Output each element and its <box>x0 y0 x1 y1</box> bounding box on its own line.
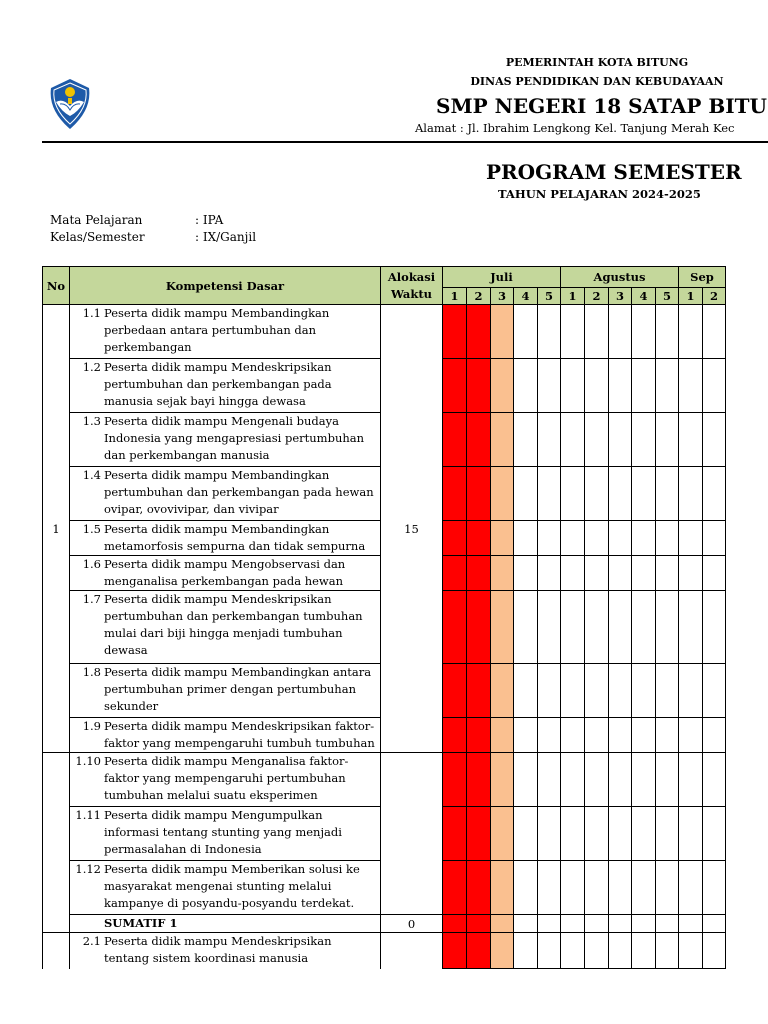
schedule-cell <box>561 413 585 467</box>
schedule-cell <box>679 933 703 969</box>
kd-number: 1.3 <box>82 414 101 428</box>
schedule-cell <box>514 718 538 753</box>
schedule-cell-peach <box>491 718 514 753</box>
schedule-cell <box>609 591 632 664</box>
schedule-cell <box>514 591 538 664</box>
schedule-cell-red <box>467 556 491 591</box>
schedule-cell-red <box>467 664 491 718</box>
header-alokasi: Alokasi <box>387 269 436 284</box>
kd-text: Peserta didik mampu Mendeskripsikan faktor-faktor yang mempengaruhi tumbuh tumbuhan <box>104 719 375 750</box>
month-agustus: Agustus <box>561 267 679 288</box>
schedule-cell-red <box>467 807 491 861</box>
schedule-cell <box>703 591 726 664</box>
kd-number: 1.10 <box>75 754 101 768</box>
schedule-cell <box>561 664 585 718</box>
schedule-cell <box>514 861 538 915</box>
header-divider <box>42 141 768 143</box>
schedule-cell <box>514 521 538 556</box>
kompetensi-dasar-cell <box>70 521 381 556</box>
header-alokasi-waktu <box>381 267 443 305</box>
schedule-cell <box>703 861 726 915</box>
schedule-cell <box>514 556 538 591</box>
schedule-cell <box>609 718 632 753</box>
schedule-cell <box>538 591 561 664</box>
schedule-cell <box>585 591 609 664</box>
kompetensi-dasar-cell <box>70 467 381 521</box>
schedule-cell <box>585 467 609 521</box>
header-waktu: Waktu <box>390 286 432 301</box>
schedule-cell <box>585 933 609 969</box>
kd-number: 1.7 <box>82 592 101 606</box>
schedule-cell <box>561 861 585 915</box>
schedule-cell <box>514 359 538 413</box>
group-allocation-empty <box>381 933 443 969</box>
schedule-cell-red <box>467 305 491 359</box>
schedule-cell-red <box>467 359 491 413</box>
schedule-cell <box>514 305 538 359</box>
schedule-cell <box>585 413 609 467</box>
kd-number: 2.1 <box>82 934 101 948</box>
group-number-empty <box>43 933 70 969</box>
schedule-cell-red <box>467 753 491 807</box>
schedule-cell <box>632 861 656 915</box>
schedule-cell <box>538 521 561 556</box>
kompetensi-dasar-cell <box>70 591 381 664</box>
academic-year: TAHUN PELAJARAN 2024-2025 <box>498 187 701 201</box>
schedule-cell-peach <box>491 413 514 467</box>
sumatif-label: SUMATIF 1 <box>70 915 381 933</box>
schedule-cell <box>514 413 538 467</box>
schedule-cell <box>538 915 561 933</box>
schedule-cell <box>538 718 561 753</box>
kd-text: Peserta didik mampu Membandingkan antara pertumbuhan primer dengan pertumbuhan sekunder <box>104 665 372 713</box>
group-allocation-empty <box>381 753 443 915</box>
class-value: : IX/Ganjil <box>195 230 257 244</box>
schedule-cell <box>703 521 726 556</box>
schedule-cell <box>561 556 585 591</box>
kd-number: 1.4 <box>82 468 101 482</box>
schedule-cell <box>632 413 656 467</box>
schedule-cell-peach <box>491 305 514 359</box>
schedule-cell <box>679 718 703 753</box>
schedule-cell <box>632 718 656 753</box>
schedule-cell <box>609 521 632 556</box>
week-header: 4 <box>514 288 538 305</box>
schedule-cell <box>656 807 679 861</box>
schedule-cell <box>703 753 726 807</box>
schedule-cell <box>538 413 561 467</box>
kd-number: 1.2 <box>82 360 101 374</box>
schedule-cell <box>632 664 656 718</box>
schedule-cell <box>609 753 632 807</box>
class-label: Kelas/Semester <box>50 230 145 244</box>
schedule-cell <box>632 305 656 359</box>
schedule-cell <box>703 467 726 521</box>
schedule-cell-peach <box>491 861 514 915</box>
kd-text: Peserta didik mampu Menganalisa faktor-faktor yang mempengaruhi pertumbuhan tumbuhan melalui suatu eksperimen <box>104 754 349 802</box>
schedule-cell <box>679 359 703 413</box>
schedule-cell <box>561 467 585 521</box>
month-sep: Sep <box>679 267 726 288</box>
schedule-cell <box>585 807 609 861</box>
schedule-cell-red <box>467 718 491 753</box>
kompetensi-dasar-cell <box>70 753 381 807</box>
school-name: SMP NEGERI 18 SATAP BITU <box>436 94 767 118</box>
kd-text: Peserta didik mampu Mengumpulkan informasi tentang stunting yang menjadi permasalahan di Indonesia <box>104 808 342 856</box>
schedule-cell-red <box>443 807 467 861</box>
schedule-cell <box>632 556 656 591</box>
schedule-cell <box>585 718 609 753</box>
schedule-cell <box>585 915 609 933</box>
schedule-cell <box>514 664 538 718</box>
schedule-cell <box>656 305 679 359</box>
schedule-cell <box>585 521 609 556</box>
schedule-cell <box>609 933 632 969</box>
table-row <box>43 305 726 359</box>
kompetensi-dasar-cell <box>70 413 381 467</box>
kompetensi-dasar-cell <box>70 359 381 413</box>
schedule-cell <box>679 591 703 664</box>
schedule-cell <box>609 467 632 521</box>
kompetensi-dasar-cell <box>70 807 381 861</box>
week-header: 4 <box>632 288 656 305</box>
table-row <box>43 933 726 969</box>
kd-number: 1.8 <box>82 665 101 679</box>
schedule-cell-peach <box>491 467 514 521</box>
week-header: 1 <box>561 288 585 305</box>
schedule-cell <box>538 664 561 718</box>
week-header: 1 <box>679 288 703 305</box>
kd-number: 1.12 <box>75 862 101 876</box>
schedule-cell-red <box>443 359 467 413</box>
schedule-cell <box>656 467 679 521</box>
week-header: 2 <box>467 288 491 305</box>
schedule-cell <box>656 718 679 753</box>
schedule-cell <box>632 753 656 807</box>
schedule-cell <box>514 933 538 969</box>
schedule-cell <box>561 718 585 753</box>
schedule-cell <box>703 718 726 753</box>
kd-text: Peserta didik mampu Mengenali budaya Indonesia yang mengapresiasi pertumbuhan dan perkembangan manusia <box>104 414 365 462</box>
schedule-cell <box>514 753 538 807</box>
schedule-cell-red <box>443 861 467 915</box>
kompetensi-dasar-cell <box>70 305 381 359</box>
semester-program-table <box>42 266 726 969</box>
schedule-cell <box>585 753 609 807</box>
schedule-cell <box>679 413 703 467</box>
schedule-cell <box>609 413 632 467</box>
schedule-cell <box>632 521 656 556</box>
schedule-cell-red <box>467 933 491 969</box>
week-header: 5 <box>538 288 561 305</box>
header-kompetensi-dasar: Kompetensi Dasar <box>70 267 381 305</box>
schedule-cell-peach <box>491 915 514 933</box>
schedule-cell <box>538 556 561 591</box>
subject-value: : IPA <box>195 213 224 227</box>
week-header: 5 <box>656 288 679 305</box>
schedule-cell <box>703 664 726 718</box>
schedule-cell-peach <box>491 591 514 664</box>
schedule-cell-red <box>443 915 467 933</box>
schedule-cell <box>561 807 585 861</box>
schedule-cell <box>609 305 632 359</box>
schedule-cell <box>514 467 538 521</box>
schedule-cell <box>679 556 703 591</box>
schedule-cell <box>632 359 656 413</box>
sumatif-allocation: 0 <box>381 915 443 933</box>
schedule-cell <box>656 413 679 467</box>
kd-text: Peserta didik mampu Membandingkan pertumbuhan dan perkembangan pada hewan ovipar, ovovivipar, dan vivipar <box>104 468 374 516</box>
kd-number: 1.5 <box>82 522 101 536</box>
schedule-cell <box>679 664 703 718</box>
month-juli: Juli <box>443 267 561 288</box>
schedule-cell <box>538 467 561 521</box>
schedule-cell <box>561 753 585 807</box>
kd-number: 1.6 <box>82 557 101 571</box>
schedule-cell-peach <box>491 664 514 718</box>
schedule-cell <box>679 915 703 933</box>
kd-number: 1.9 <box>82 719 101 733</box>
schedule-cell <box>609 359 632 413</box>
schedule-cell <box>585 556 609 591</box>
schedule-cell-peach <box>491 807 514 861</box>
schedule-cell-peach <box>491 753 514 807</box>
schedule-cell-red <box>443 718 467 753</box>
schedule-cell-red <box>443 556 467 591</box>
schedule-cell <box>561 359 585 413</box>
kompetensi-dasar-cell <box>70 718 381 753</box>
header-no: No <box>43 267 70 305</box>
schedule-cell <box>561 521 585 556</box>
schedule-cell <box>632 807 656 861</box>
schedule-cell <box>656 861 679 915</box>
schedule-cell-red <box>467 591 491 664</box>
schedule-cell <box>679 861 703 915</box>
schedule-cell <box>585 664 609 718</box>
school-address: Alamat : Jl. Ibrahim Lengkong Kel. Tanjung Merah Kec <box>415 121 735 135</box>
schedule-cell-red <box>443 933 467 969</box>
kompetensi-dasar-cell <box>70 556 381 591</box>
schedule-cell <box>703 305 726 359</box>
schedule-cell-red <box>443 591 467 664</box>
group-number: 1 <box>43 305 70 753</box>
schedule-cell <box>679 521 703 556</box>
schedule-cell <box>561 591 585 664</box>
schedule-cell-peach <box>491 556 514 591</box>
schedule-cell <box>679 807 703 861</box>
schedule-cell <box>703 359 726 413</box>
schedule-cell <box>585 305 609 359</box>
schedule-cell <box>632 915 656 933</box>
week-header: 2 <box>585 288 609 305</box>
schedule-cell <box>538 359 561 413</box>
schedule-cell <box>703 933 726 969</box>
schedule-cell-red <box>443 305 467 359</box>
schedule-cell-red <box>467 413 491 467</box>
schedule-cell <box>656 359 679 413</box>
schedule-cell <box>656 591 679 664</box>
schedule-cell-red <box>443 467 467 521</box>
schedule-cell <box>679 305 703 359</box>
schedule-cell <box>632 591 656 664</box>
schedule-cell <box>561 915 585 933</box>
kd-text: Peserta didik mampu Mendeskripsikan pertumbuhan dan perkembangan pada manusia sejak bayi hingga dewasa <box>104 360 332 408</box>
schedule-cell <box>656 664 679 718</box>
schedule-cell-peach <box>491 359 514 413</box>
schedule-cell-red <box>467 467 491 521</box>
schedule-cell <box>703 413 726 467</box>
schedule-cell <box>679 753 703 807</box>
week-header: 3 <box>609 288 632 305</box>
schedule-cell-red <box>467 915 491 933</box>
schedule-cell <box>561 933 585 969</box>
schedule-cell <box>538 305 561 359</box>
week-header: 1 <box>443 288 467 305</box>
week-header: 2 <box>703 288 726 305</box>
week-header: 3 <box>491 288 514 305</box>
schedule-cell-red <box>443 753 467 807</box>
kd-text: Peserta didik mampu Membandingkan metamorfosis sempurna dan tidak sempurna <box>104 522 366 553</box>
kd-text: Peserta didik mampu Mengobservasi dan menganalisa perkembangan pada hewan <box>104 557 346 588</box>
schedule-cell <box>514 807 538 861</box>
schedule-cell-red <box>467 861 491 915</box>
government-name: PEMERINTAH KOTA BITUNG <box>505 56 689 69</box>
schedule-cell <box>632 467 656 521</box>
schedule-cell-red <box>467 521 491 556</box>
schedule-cell <box>514 915 538 933</box>
sumatif-row <box>43 915 726 933</box>
schedule-cell <box>656 521 679 556</box>
schedule-cell <box>561 305 585 359</box>
schedule-cell-red <box>443 521 467 556</box>
kd-text: Peserta didik mampu Memberikan solusi ke masyarakat mengenai stunting melalui kampanye di posyandu-posyandu terdekat. <box>104 862 360 910</box>
schedule-cell-red <box>443 413 467 467</box>
schedule-cell <box>703 556 726 591</box>
department-name: DINAS PENDIDIKAN DAN KEBUDAYAAN <box>470 75 724 88</box>
schedule-cell-peach <box>491 521 514 556</box>
schedule-cell <box>585 861 609 915</box>
schedule-cell <box>538 933 561 969</box>
schedule-cell <box>609 664 632 718</box>
schedule-cell <box>656 556 679 591</box>
schedule-cell <box>632 933 656 969</box>
schedule-cell <box>609 807 632 861</box>
schedule-cell <box>538 753 561 807</box>
schedule-cell-red <box>443 664 467 718</box>
schedule-cell <box>609 861 632 915</box>
schedule-cell <box>609 556 632 591</box>
kd-text: Peserta didik mampu Membandingkan perbedaan antara pertumbuhan dan perkembangan <box>104 306 330 354</box>
subject-label: Mata Pelajaran <box>50 213 143 227</box>
schedule-cell <box>609 915 632 933</box>
document-title: PROGRAM SEMESTER <box>486 160 742 184</box>
kompetensi-dasar-cell <box>70 933 381 969</box>
schedule-cell <box>703 915 726 933</box>
tut-wuri-handayani-logo <box>42 76 98 132</box>
schedule-cell <box>538 807 561 861</box>
schedule-cell <box>656 753 679 807</box>
kd-number: 1.1 <box>82 306 101 320</box>
kd-text: Peserta didik mampu Mendeskripsikan tentang sistem koordinasi manusia <box>104 934 332 965</box>
schedule-cell <box>679 467 703 521</box>
group-number-empty <box>43 753 70 933</box>
kd-text: Peserta didik mampu Mendeskripsikan pertumbuhan dan perkembangan tumbuhan mulai dari biji hingga menjadi tumbuhan dewasa <box>104 592 363 657</box>
schedule-cell <box>703 807 726 861</box>
schedule-cell <box>656 933 679 969</box>
group-allocation: 15 <box>381 305 443 753</box>
table-row <box>43 753 726 807</box>
schedule-cell <box>585 359 609 413</box>
schedule-cell-peach <box>491 933 514 969</box>
kd-number: 1.11 <box>75 808 101 822</box>
schedule-cell <box>656 915 679 933</box>
kompetensi-dasar-cell <box>70 664 381 718</box>
schedule-cell <box>538 861 561 915</box>
kompetensi-dasar-cell <box>70 861 381 915</box>
